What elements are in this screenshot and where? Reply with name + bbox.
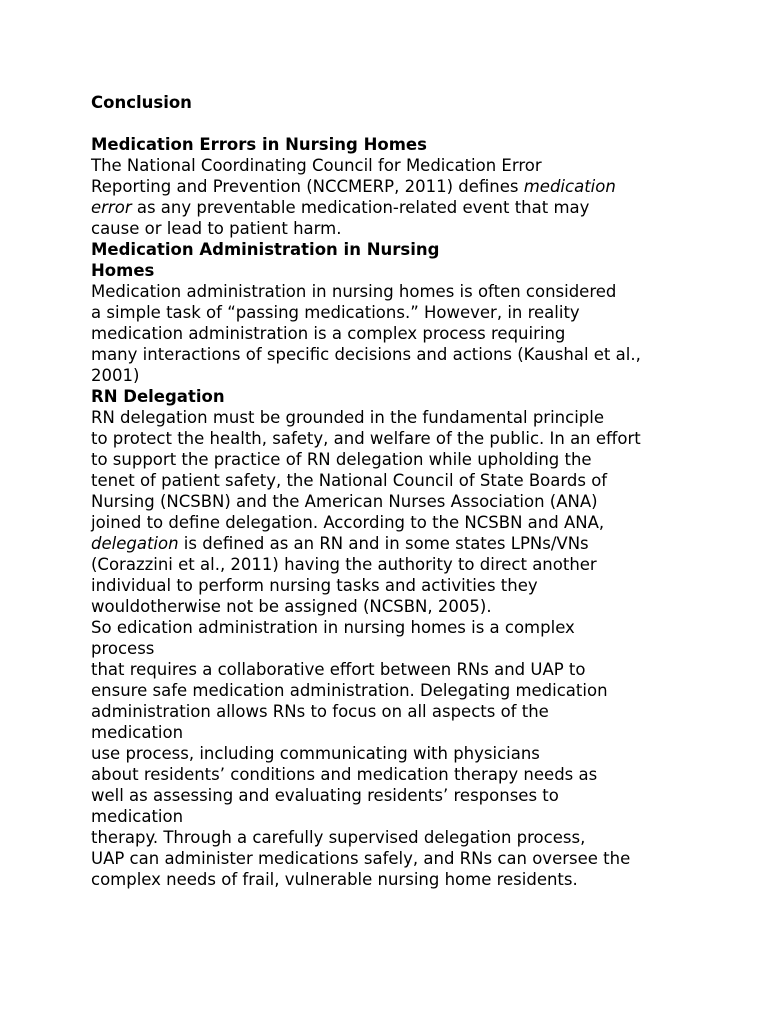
italic-term: medication — [523, 177, 616, 196]
text-run: therapy. Through a carefully supervised delegation process, — [91, 828, 586, 847]
text-run: administration allows RNs to focus on all aspects of the — [91, 702, 549, 721]
body-text-line — [91, 848, 691, 869]
body-text-line — [91, 596, 691, 617]
section-heading-line: Homes — [91, 261, 155, 280]
text-run: to protect the health, safety, and welfare of the public. In an effort — [91, 429, 641, 448]
body-text-line — [91, 176, 691, 197]
body-text-line — [91, 323, 691, 344]
body-text-line — [91, 281, 691, 302]
body-text-line — [91, 764, 691, 785]
text-run: 2001) — [91, 366, 140, 385]
body-text-line — [91, 512, 691, 533]
text-run: medication administration is a complex process requiring — [91, 324, 566, 343]
text-run: to support the practice of RN delegation while upholding the — [91, 450, 592, 469]
text-run: individual to perform nursing tasks and activities they — [91, 576, 538, 595]
text-run: as any preventable medication-related event that may — [131, 198, 590, 217]
body-text-line — [91, 344, 691, 365]
spacer — [91, 113, 691, 134]
section-heading-line: Medication Errors in Nursing Homes — [91, 135, 427, 154]
section-heading — [91, 134, 691, 155]
text-run: about residents’ conditions and medication therapy needs as — [91, 765, 598, 784]
section — [91, 239, 691, 386]
text-run: UAP can administer medications safely, and RNs can oversee the — [91, 849, 631, 868]
text-run: a simple task of “passing medications.” However, in reality — [91, 303, 580, 322]
text-run: medication — [91, 723, 184, 742]
text-run: cause or lead to patient harm. — [91, 219, 342, 238]
body-text-line — [91, 155, 691, 176]
text-run: tenet of patient safety, the National Council of State Boards of — [91, 471, 608, 490]
text-run: well as assessing and evaluating residents’ responses to — [91, 786, 559, 805]
body-text-line — [91, 533, 691, 554]
body-text-line — [91, 659, 691, 680]
body-text-line — [91, 197, 691, 218]
body-text-line — [91, 806, 691, 827]
body-text-line — [91, 680, 691, 701]
body-text-line — [91, 869, 691, 890]
text-run: medication — [91, 807, 184, 826]
body-text-line — [91, 638, 691, 659]
body-text-line — [91, 428, 691, 449]
body-text-line — [91, 617, 691, 638]
body-text-line — [91, 743, 691, 764]
text-run: use process, including communicating with physicians — [91, 744, 540, 763]
body-text-line — [91, 470, 691, 491]
document-page — [91, 92, 691, 890]
section-body — [91, 155, 691, 239]
body-text-line — [91, 407, 691, 428]
body-text-line — [91, 365, 691, 386]
text-run: Medication administration in nursing homes is often considered — [91, 282, 617, 301]
body-text-line — [91, 722, 691, 743]
text-run: that requires a collaborative effort between RNs and UAP to — [91, 660, 586, 679]
body-text-line — [91, 491, 691, 512]
text-run: complex needs of frail, vulnerable nursing home residents. — [91, 870, 578, 889]
body-text-line — [91, 554, 691, 575]
text-run: Nursing (NCSBN) and the American Nurses Association (ANA) — [91, 492, 598, 511]
body-text-line — [91, 575, 691, 596]
section — [91, 134, 691, 239]
text-run: ensure safe medication administration. Delegating medication — [91, 681, 608, 700]
section — [91, 386, 691, 890]
section-body — [91, 407, 691, 890]
document-title: Conclusion — [91, 93, 192, 112]
italic-term: error — [91, 198, 132, 217]
text-run: joined to define delegation. According to the NCSBN and ANA, — [91, 513, 605, 532]
italic-term: delegation — [91, 534, 179, 553]
text-run: So edication administration in nursing homes is a complex — [91, 618, 575, 637]
body-text-line — [91, 302, 691, 323]
text-run: RN delegation must be grounded in the fundamental principle — [91, 408, 604, 427]
body-text-line — [91, 785, 691, 806]
body-text-line — [91, 701, 691, 722]
section-body — [91, 281, 691, 386]
body-text-line — [91, 449, 691, 470]
text-run: many interactions of specific decisions and actions (Kaushal et al., — [91, 345, 641, 364]
section-heading — [91, 386, 691, 407]
section-heading — [91, 239, 691, 281]
section-heading-line: RN Delegation — [91, 387, 225, 406]
body-text-line — [91, 218, 691, 239]
text-run: Reporting and Prevention (NCCMERP, 2011) defines — [91, 177, 524, 196]
document-sections — [91, 134, 691, 890]
text-run: wouldotherwise not be assigned (NCSBN, 2005). — [91, 597, 492, 616]
body-text-line — [91, 827, 691, 848]
section-heading-line: Medication Administration in Nursing — [91, 240, 440, 259]
text-run: The National Coordinating Council for Medication Error — [91, 156, 542, 175]
text-run: process — [91, 639, 155, 658]
text-run: (Corazzini et al., 2011) having the authority to direct another — [91, 555, 597, 574]
text-run: is defined as an RN and in some states LPNs/VNs — [178, 534, 589, 553]
